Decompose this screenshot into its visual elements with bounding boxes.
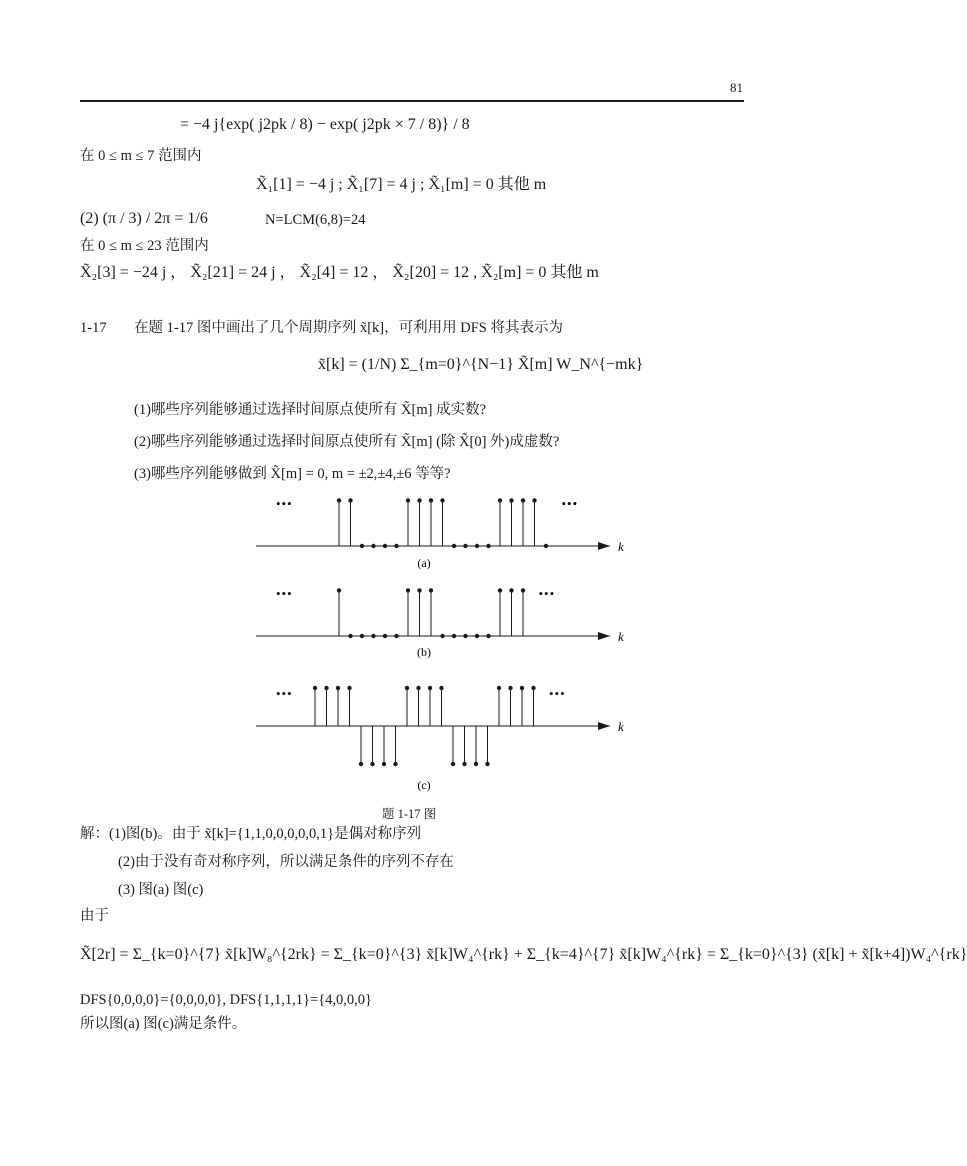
ellipsis-right-2: ••• [549,686,566,701]
stem-dot-0-3 [371,544,375,548]
ellipsis-right-0: ••• [561,496,579,511]
stem-dot-0-17 [532,498,536,502]
panel-label-0: (a) [417,556,431,570]
stem-dot-2-12 [451,762,455,766]
axis-arrow-1 [598,632,610,640]
panel-label-2: (c) [417,778,431,792]
question-2: (2)哪些序列能够通过选择时间原点使所有 X̃[m] (除 X̃[0] 外)成虚数? [134,434,560,450]
stem-dot-1-9 [440,634,444,638]
stem-dot-1-6 [406,588,410,592]
answer-line-5: DFS{0,0,0,0}={0,0,0,0}, DFS{1,1,1,1}={4,0,0,0} [80,992,372,1008]
stem-dot-0-16 [521,498,525,502]
stem-dot-1-7 [417,588,421,592]
stem-dot-1-3 [371,634,375,638]
axis-label-k-0: k [618,539,624,554]
stem-dot-1-4 [383,634,387,638]
stem-dot-2-11 [439,686,443,690]
stem-dot-2-2 [336,686,340,690]
answer-line-3: (3) 图(a) 图(c) [118,882,204,898]
stem-dot-2-1 [324,686,328,690]
stem-dot-2-3 [347,686,351,690]
stem-dot-0-4 [383,544,387,548]
stem-dot-1-14 [498,588,502,592]
stem-dot-0-11 [463,544,467,548]
solution-range-2: 在 0 ≤ m ≤ 23 范围内 [80,238,209,254]
problem-statement: 在题 1-17 图中画出了几个周期序列 x̃[k]，可利用用 DFS 将其表示为 [134,320,563,336]
stem-dot-2-19 [531,686,535,690]
stem-dot-0-8 [429,498,433,502]
solution-line-exp: = −4 j{exp( j2pk / 8) − exp( j2pk × 7 / 8)} / 8 [180,116,470,133]
stem-dot-0-0 [337,498,341,502]
stem-dot-1-5 [394,634,398,638]
axis-arrow-2 [598,722,610,730]
stem-dot-0-14 [498,498,502,502]
solution-lcm: N=LCM(6,8)=24 [265,212,366,228]
stem-dot-1-1 [348,634,352,638]
page-number: 81 [730,80,743,95]
problem-number: 1-17 [80,320,107,336]
answer-line-1: 解：(1)图(b)。由于 x̃[k]={1,1,0,0,0,0,0,1}是偶对称序列 [80,826,422,842]
stem-dot-1-2 [360,634,364,638]
stem-dot-1-13 [486,634,490,638]
stem-dot-0-15 [509,498,513,502]
solution-ratio: (2) (π / 3) / 2π = 1/6 [80,210,208,227]
ellipsis-left-2: ••• [276,686,293,701]
stem-dot-0-18 [544,544,548,548]
stem-dot-2-13 [462,762,466,766]
stem-dot-0-7 [417,498,421,502]
stem-dot-0-2 [360,544,364,548]
figure-caption: 题 1-17 图 [382,807,437,821]
stem-dot-0-1 [348,498,352,502]
stem-dot-0-12 [475,544,479,548]
stem-dot-2-7 [393,762,397,766]
stem-dot-1-11 [463,634,467,638]
question-3: (3)哪些序列能够做到 X̃[m] = 0, m = ±2,±4,±6 等等? [134,466,451,482]
ellipsis-left-1: ••• [276,586,293,601]
stem-dot-2-5 [370,762,374,766]
stem-dot-1-8 [429,588,433,592]
stem-dot-2-10 [428,686,432,690]
stem-dot-2-15 [485,762,489,766]
stem-dot-1-15 [509,588,513,592]
stem-dot-2-4 [359,762,363,766]
ellipsis-left-0: ••• [276,496,293,511]
answer-line-2: (2)由于没有奇对称序列，所以满足条件的序列不存在 [118,854,454,870]
dfs-formula: x̃[k] = (1/N) Σ_{m=0}^{N−1} X̃[m] W_N^{−mk} [318,356,644,373]
stem-dot-1-16 [521,588,525,592]
stem-dot-1-12 [475,634,479,638]
stem-dot-1-0 [337,588,341,592]
ellipsis-right-1: ••• [538,586,556,601]
panel-label-1: (b) [417,645,431,659]
stem-dot-2-16 [497,686,501,690]
stem-dot-0-10 [452,544,456,548]
stem-dot-0-9 [440,498,444,502]
stem-dot-2-14 [474,762,478,766]
solution-range-1: 在 0 ≤ m ≤ 7 范围内 [80,148,202,164]
stem-dot-2-17 [508,686,512,690]
stem-dot-2-8 [405,686,409,690]
stem-dot-1-10 [452,634,456,638]
answer-line-6: 所以图(a) 图(c)满足条件。 [80,1016,247,1032]
solution-x1-values: X̃₁[1] = −4 j ; X̃₁[7] = 4 j ; X̃₁[m] = 0 其他 m [256,176,547,193]
stem-dot-0-6 [406,498,410,502]
axis-arrow-0 [598,542,610,550]
answer-equation: X̃[2r] = Σ_{k=0}^{7} x̃[k]W₈^{2rk} = Σ_{k=0}^{3} x̃[k]W₄^{rk} + Σ_{k=4}^{7} x̃[k]W₄^{rk} = Σ_{k=0}^{3} (x̃[k] + x̃[k+4])W₄^{rk} [80,946,967,963]
stem-dot-2-0 [313,686,317,690]
stem-dot-2-9 [416,686,420,690]
stem-dot-2-6 [382,762,386,766]
solution-x2-values: X̃₂[3] = −24 j ， X̃₂[21] = 24 j ， X̃₂[4] = 12 ， X̃₂[20] = 12 , X̃₂[m] = 0 其他 m [80,264,599,281]
stem-dot-0-5 [394,544,398,548]
answer-line-4: 由于 [80,908,109,924]
axis-label-k-2: k [618,719,624,734]
question-1: (1)哪些序列能够通过选择时间原点使所有 X̃[m] 成实数? [134,402,486,418]
stem-dot-2-18 [520,686,524,690]
axis-label-k-1: k [618,629,624,644]
stem-dot-0-13 [486,544,490,548]
